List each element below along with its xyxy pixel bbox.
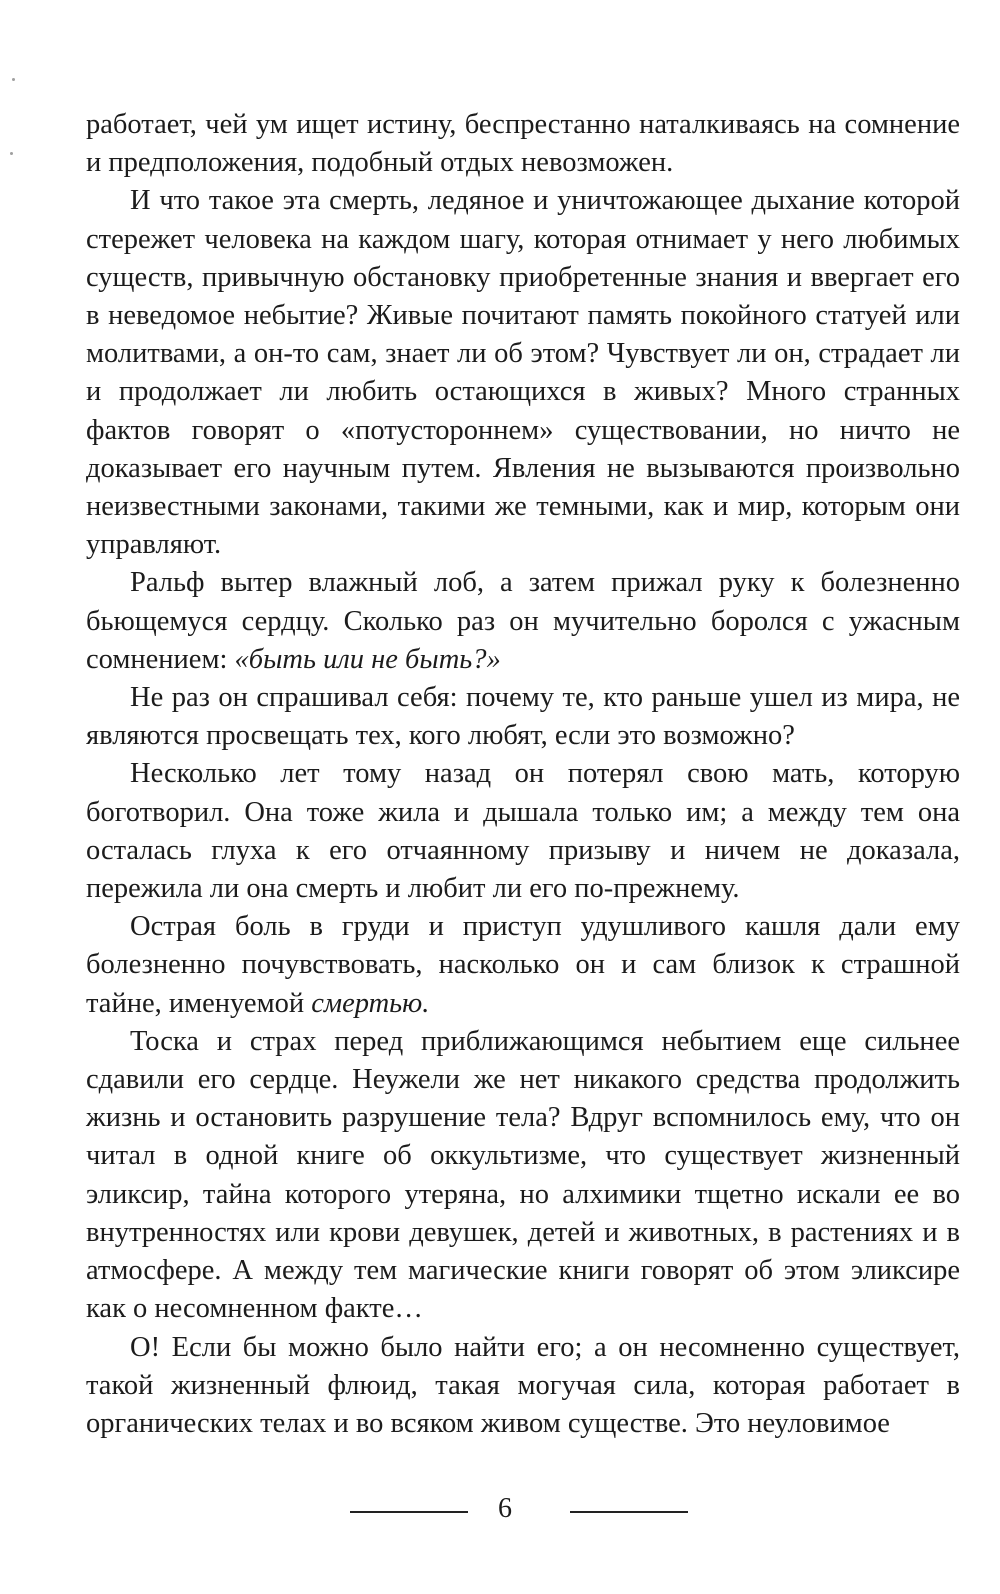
paragraph: Не раз он спрашивал себя: почему те, кто раньше ушел из мира, не являются просвещать тех, кого любят, если это возможно?: [86, 682, 960, 752]
paragraph: Тоска и страх перед приближающимся небытием еще сильнее сдавили его сердце. Неужели же нет никакого средства продолжить жизнь и остановить разрушение тела? Вдруг вспомнилось ему, что он читал в одной книге об оккультизме, что существует жизненный эликсир, тайна которого утеряна, но алхимики тщетно искали ее во внутренностях или крови девушек, детей и животных, в растениях и в атмосфере. А между тем магические книги говорят об этом эликсире как о несомненном факте…: [86, 1025, 960, 1325]
footer-rule-left: [350, 1511, 468, 1513]
paragraph: И что такое эта смерть, ледяное и уничтожающее дыхание которой стережет человека на каждом шагу, которая отнимает у него любимых существ, привычную обстановку приобретенные знания и ввергает его в неведомое небытие? Живые почитают память покойного статуей или молитвами, а он-то сам, знает ли об этом? Чувствует ли он, страдает ли и продолжает ли любить остающихся в живых? Много странных фактов говорят о «потустороннем» существовании, но ничто не доказывает его научным путем. Явления не вызываются произвольно неизвестными законами, такими же темными, как и мир, которым они управляют.: [86, 185, 960, 561]
paragraph: работает, чей ум ищет истину, беспрестанно наталкиваясь на сомнение и предположения, подобный отдых невозможен.: [86, 109, 960, 179]
page-footer: [0, 1490, 1000, 1530]
scan-speck: [12, 78, 15, 81]
paragraph-text: Ральф вытер влажный лоб, а затем прижал руку к болезненно бьющемуся сердцу. Сколько раз он мучительно боролся с ужасным сомнением:: [86, 567, 960, 675]
italic-phrase: смертью.: [311, 987, 430, 1019]
page-body: [86, 106, 960, 1443]
paragraph-text: Острая боль в груди и приступ удушливого кашля дали ему болезненно почувствовать, насколько он и сам близок к страшной тайне, именуемой: [86, 911, 960, 1019]
italic-phrase: «быть или не быть?»: [234, 643, 501, 675]
paragraph: Несколько лет тому назад он потерял свою мать, которую боготворил. Она тоже жила и дышала только им; а между тем она осталась глуха к его отчаянному призыву и ничем не доказала, пережила ли она смерть и любит ли его по-прежнему.: [86, 758, 960, 905]
page-number: 6: [498, 1493, 512, 1524]
paragraph: О! Если бы можно было найти его; а он несомненно существует, такой жизненный флюид, такая могучая сила, которая работает в органических телах и во всяком живом существе. Это неуловимое: [86, 1331, 960, 1439]
paragraph: [86, 564, 960, 679]
paragraph: [86, 908, 960, 1023]
scan-speck: [10, 152, 13, 155]
footer-rule-right: [570, 1511, 688, 1513]
